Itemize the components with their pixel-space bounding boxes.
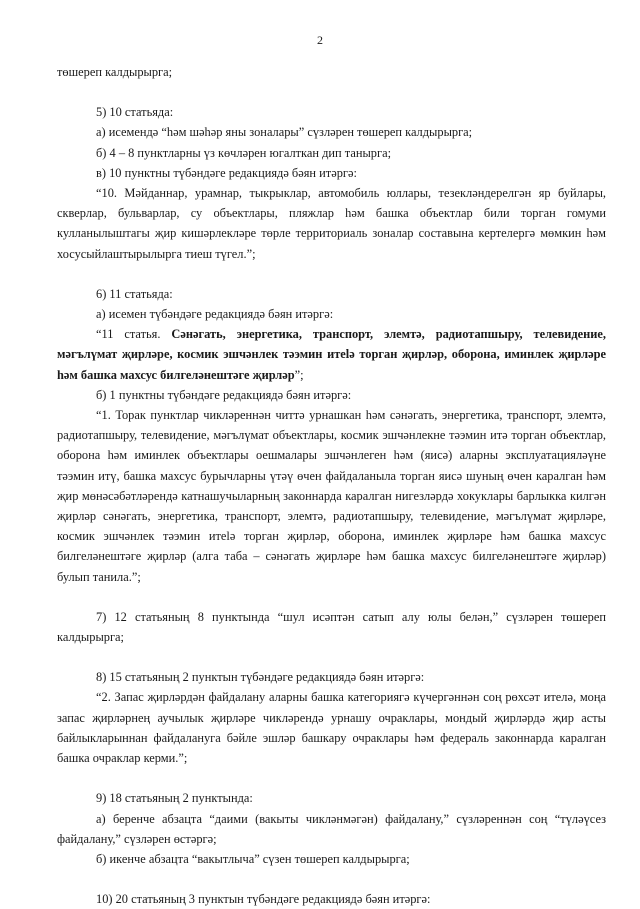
article-heading-prefix: “11 статья. <box>96 327 172 342</box>
paragraph: 5) 10 статьяда: <box>96 105 174 120</box>
paragraph: б) 4 – 8 пунктларны үз көчләрен югалткан дип танырга; <box>96 145 392 160</box>
paragraph: б) 1 пунктны түбәндәге редакциядә бәян итәргә: <box>96 387 352 402</box>
paragraph: 7) 12 статьяның 8 пунктында “шул исәптән сатып алу юлы белән,” сүзләрен төшереп калдырырга; <box>57 609 606 645</box>
paragraph: а) исемен түбәндәге редакциядә бәян итәргә: <box>96 307 334 322</box>
paragraph: а) исемендә “һәм шәһәр яны зоналары” сүзләрен төшереп калдырырга; <box>96 125 473 140</box>
article-heading-suffix: ”; <box>294 367 304 382</box>
paragraph: “10. Мәйданнар, урамнар, тыкрыклар, автомобиль юллары, тезекләндерелгән яр буйлары, скверлар, бульварлар, су объектлары, пляжлар һәм башка объектлар били торган гомуми кулланылыштагы җир кишәрлекләре төрле территориаль зоналар составына кертелергә мөмкин һәм хосусыйлаштырылырга тиеш түгел.”; <box>57 186 606 261</box>
article-heading-title: Сәнәгать, энергетика, транспорт, элемтә, радиотапшыру, телевидение, мәгълүмат җирләре, космик эшчәнлек тәэмин итеlә торган җирләр, оборона, иминлек җирләре һәм башка махсус билгеләнештәге җирләр <box>57 327 606 382</box>
paragraph: 10) 20 статьяның 3 пунктын түбәндәге редакциядә бәян итәргә: <box>96 892 431 907</box>
page-number: 2 <box>317 33 323 47</box>
paragraph: б) икенче абзацта “вакытлыча” сүзен төшереп калдырырга; <box>96 851 410 866</box>
paragraph: в) 10 пунктны түбәндәге редакциядә бәян итәргә: <box>96 165 357 180</box>
paragraph: 8) 15 статьяның 2 пунктын түбәндәге редакциядә бәян итәргә: <box>96 670 425 685</box>
paragraph: а) беренче абзацта “даими (вакыты чикләнмәгән) файдалану,” сүзләреннән соң “түләүсез файдалану,” сүзләрен өстәргә; <box>57 811 606 846</box>
paragraph: “1. Торак пунктлар чикләреннән читтә урнашкан һәм сәнәгать, энергетика, транспорт, элемтә, радиотапшыру, телевидение, мәгълүмат объектлары, космик эшчәнлекне тәэмин итә торган объектлар, оборона һәм иминлек объектлары оешмалары эшчәнлеген һәм (яисә) аларны эксплуатацияләүне тәэмин итү, башка махсус бурычларны үтәү өчен файдаланыла торган яисә шуның өчен каралган һәм җир мөнәсәбәтләрендә катнашучыларның законнарда каралган нигезләрдә хокуклары барлыкка килгән җирләр сәнәгать, энергетика, транспорт, элемтә, радиотапшыру, телевидение, мәгълүмат җирләре, космик эшчәнлек тәэмин итеlә торган җирләр, оборона, иминлек җирләре һәм башка махсус билгеләнештәге җирләр (алга таба – сәнәгать җирләре һәм башка махсус билгеләнештәге җирләр) булып танила.”; <box>57 408 606 584</box>
paragraph: 6) 11 статьяда: <box>96 286 173 301</box>
paragraph: төшереп калдырырга; <box>57 65 173 79</box>
document-body <box>57 62 606 909</box>
paragraph: 9) 18 статьяның 2 пунктында: <box>96 791 253 806</box>
article-heading-paragraph <box>57 324 606 385</box>
paragraph: “2. Запас җирләрдән файдалану аларны башка категориягә күчергәннән соң рөхсәт ителә, моңа запас җирләрнең аучылык җирләре чикләрендә урнашу очраклары, мондый җирләрдә җир асты байлыкларыннан файдалануга бәйле эшләр башкару очраклары һәм федераль законнарда каралган башка очраклар керми.”; <box>57 690 606 766</box>
